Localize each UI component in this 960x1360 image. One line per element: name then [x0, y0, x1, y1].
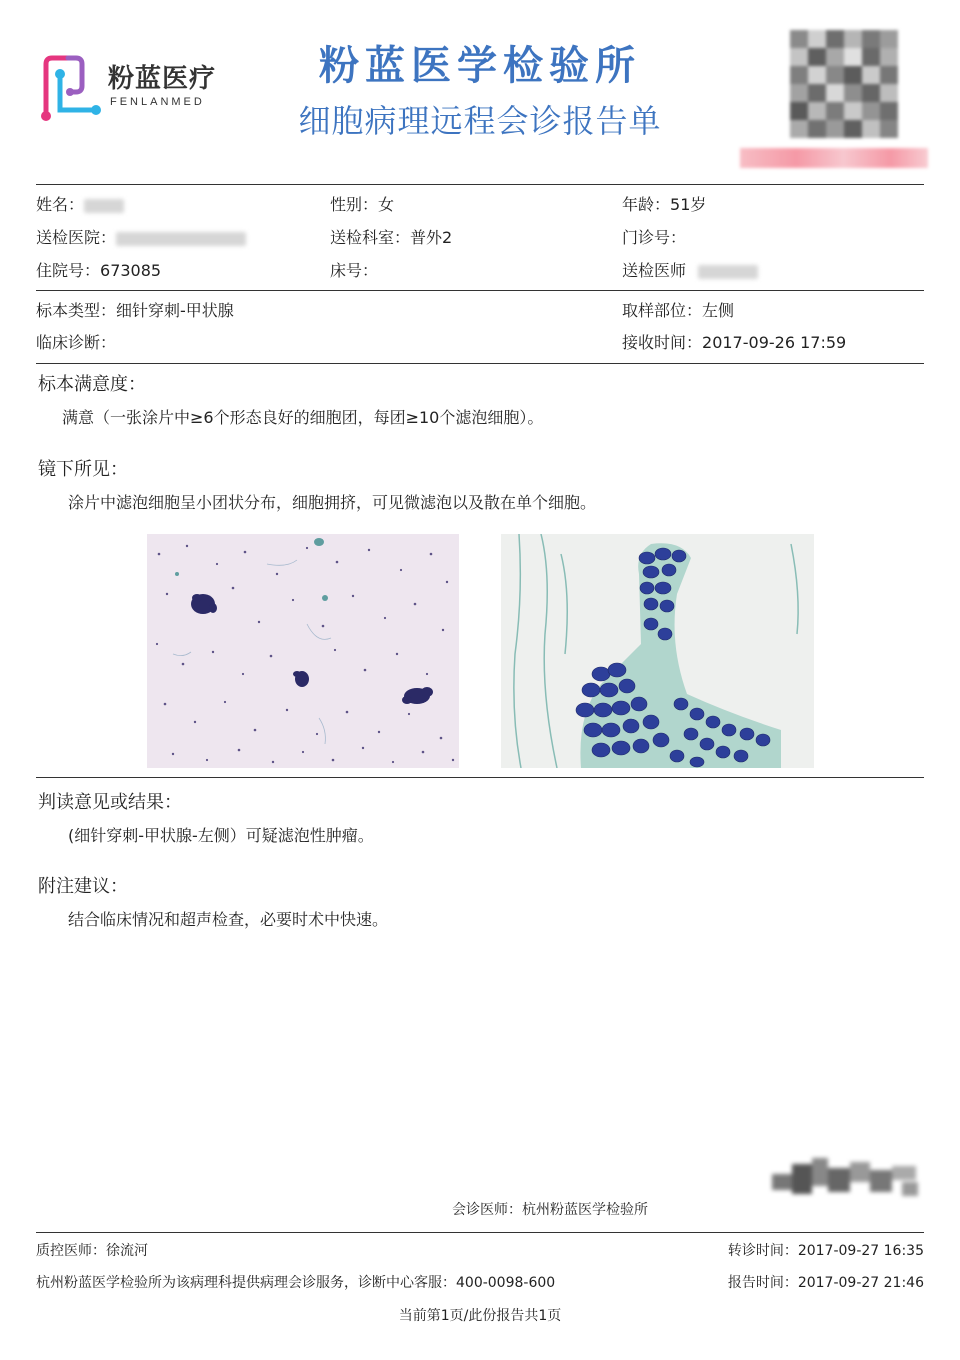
doctor-redacted [698, 265, 758, 279]
inpatient-field [36, 258, 161, 281]
report-time-value: 2017-09-27 21:46 [797, 1275, 924, 1291]
inpatient-label: 住院号： [36, 261, 101, 280]
result-text: (细针穿刺-甲状腺-左侧）可疑滤泡性肿瘤。 [68, 826, 374, 845]
site-label: 取样部位： [622, 301, 703, 320]
outpatient-label: 门诊号： [622, 228, 687, 247]
gender-field [330, 192, 394, 215]
qr-code-image [790, 30, 898, 138]
specimen-type-field [36, 298, 234, 321]
microscopy-text: 涂片中滤泡细胞呈小团状分布，细胞拥挤，可见微滤泡以及散在单个细胞。 [68, 493, 597, 512]
micrograph-low-power [147, 534, 459, 768]
report-time-field [728, 1272, 924, 1292]
age-label: 年龄： [622, 195, 671, 214]
signature-image [766, 1150, 924, 1204]
report-title: 细胞病理远程会诊报告单 [298, 102, 662, 140]
barcode-strip-image [740, 148, 928, 168]
hospital-field [36, 225, 246, 248]
clinical-diagnosis-label: 临床诊断： [36, 333, 117, 352]
department-field [330, 225, 452, 248]
site-value: 左侧 [702, 301, 735, 320]
patient-name-label: 姓名： [36, 195, 85, 214]
inpatient-value: 673085 [100, 261, 162, 280]
received-time-value: 2017-09-26 17:59 [702, 333, 847, 352]
satisfaction-title: 标本满意度： [38, 374, 146, 395]
patient-name-field [36, 192, 124, 215]
specimen-type-label: 标本类型： [36, 301, 117, 320]
outpatient-field [622, 225, 686, 248]
referral-time-value: 2017-09-27 16:35 [797, 1243, 924, 1259]
satisfaction-text: 满意（一张涂片中≥6个形态良好的细胞团，每团≥10个滤泡细胞）。 [62, 408, 544, 427]
hospital-label: 送检医院： [36, 228, 117, 247]
patient-name-redacted [84, 199, 124, 213]
doctor-field [622, 258, 758, 281]
brand-name-cn: 粉蓝医疗 [108, 64, 217, 94]
clinical-diagnosis-field [36, 330, 116, 353]
hospital-redacted [116, 232, 246, 246]
age-value: 51岁 [670, 195, 707, 214]
note-text: 结合临床情况和超声检查，必要时术中快速。 [68, 910, 389, 929]
qc-label: 质控医师： [36, 1243, 106, 1259]
bed-label: 床号： [330, 261, 379, 280]
age-field [622, 192, 706, 215]
site-field [622, 298, 734, 321]
brand-name-en: FENLANMED [110, 96, 205, 108]
divider [36, 1232, 924, 1233]
qc-field [36, 1240, 148, 1260]
referral-time-field [728, 1240, 924, 1260]
department-label: 送检科室： [330, 228, 411, 247]
lab-title: 粉蓝医学检验所 [319, 43, 641, 89]
consult-value: 杭州粉蓝医学检验所 [522, 1202, 648, 1218]
department-value: 普外2 [410, 228, 453, 247]
consult-field [452, 1199, 648, 1219]
micrograph-high-power [501, 534, 814, 768]
consult-label: 会诊医师： [452, 1202, 522, 1218]
qc-value: 徐流河 [106, 1243, 148, 1259]
received-time-field [622, 330, 846, 353]
result-title: 判读意见或结果： [38, 792, 182, 813]
microscopy-title: 镜下所见： [38, 459, 128, 480]
bed-field [330, 258, 378, 281]
divider [36, 777, 924, 778]
divider [36, 290, 924, 291]
divider [36, 363, 924, 364]
divider [36, 184, 924, 185]
specimen-type-value: 细针穿刺-甲状腺 [116, 301, 234, 320]
gender-value: 女 [378, 195, 395, 214]
note-title: 附注建议： [38, 876, 128, 897]
doctor-label: 送检医师 [622, 261, 687, 280]
gender-label: 性别： [330, 195, 379, 214]
service-text: 杭州粉蓝医学检验所为该病理科提供病理会诊服务，诊断中心客服：400-0098-600 [36, 1275, 556, 1291]
page-indicator: 当前第1页/此份报告共1页 [398, 1308, 562, 1324]
received-time-label: 接收时间： [622, 333, 703, 352]
report-time-label: 报告时间： [727, 1275, 798, 1291]
referral-time-label: 转诊时间： [727, 1243, 798, 1259]
